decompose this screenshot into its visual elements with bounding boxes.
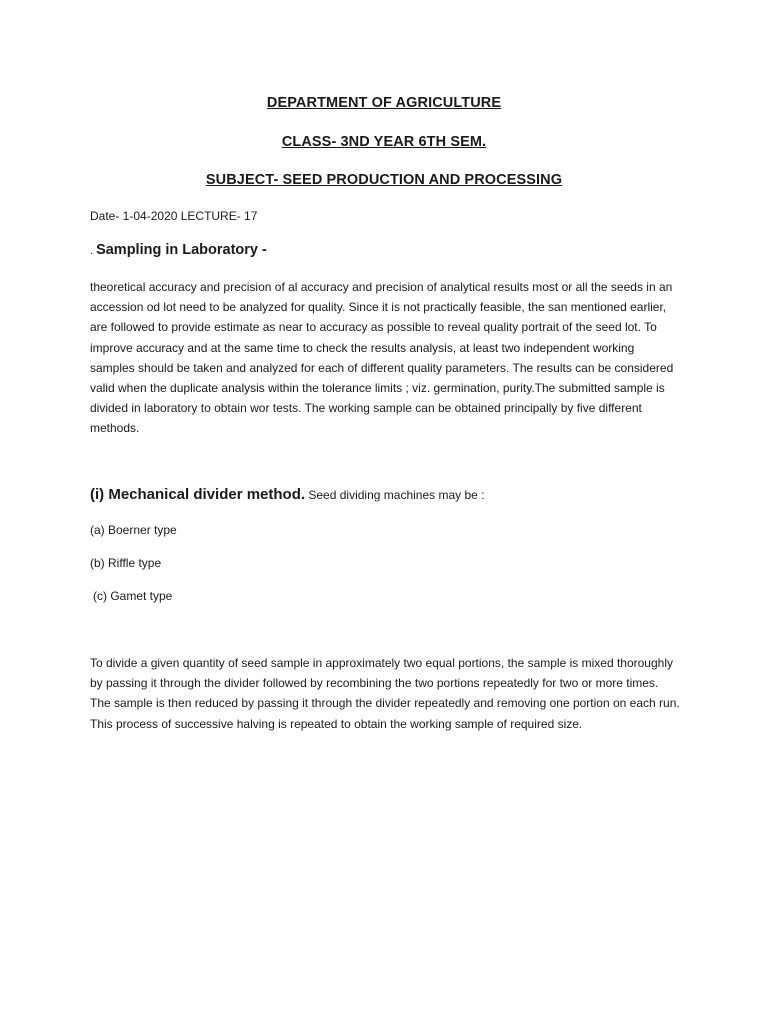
section-title-text: Sampling in Laboratory - [96, 242, 267, 258]
class-heading: CLASS- 3ND YEAR 6TH SEM. [281, 134, 487, 150]
department-heading: DEPARTMENT OF AGRICULTURE [266, 95, 502, 111]
method-title: (i) Mechanical divider method. [90, 486, 306, 503]
type-boerner: (a) Boerner type [90, 523, 177, 537]
type-riffle: (b) Riffle type [90, 556, 162, 570]
method-heading [90, 486, 484, 504]
dividing-paragraph: To divide a given quantity of seed sample in approximately two equal portions, the sample is mixed thoroughly by passing it through the divider followed by recombining the two portions repeatedly for two or more times. The sample is then reduced by passing it through the divider repeatedly and removing one portion on each run. This process of successive halving is repeated to obtain the working sample of required size. [90, 656, 680, 731]
method-text: Seed dividing machines may be : [305, 488, 485, 502]
section-title [90, 242, 267, 258]
type-gamet: (c) Gamet type [93, 589, 173, 603]
date-lecture-line: Date- 1-04-2020 LECTURE- 17 [90, 209, 258, 223]
sampling-paragraph: theoretical accuracy and precision of al accuracy and precision of analytical results most or all the seeds in an accession od lot need to be analyzed for quality. Since it is not practically feasible, the san mentioned earlier, are followed to provide estimate as near to accuracy as possible to reveal quality portrait of the seed lot. To improve accuracy and at the same time to check the results analysis, at least two independent working samples should be taken and analyzed for each of different quality parameters. The results can be considered valid when the duplicate analysis within the tolerance limits ; viz. germination, purity.The submitted sample is divided in laboratory to obtain wor tests. The working sample can be obtained principally by five different methods. [90, 280, 674, 436]
subject-heading: SUBJECT- SEED PRODUCTION AND PROCESSING [205, 172, 563, 188]
section-bullet: . [90, 245, 94, 257]
